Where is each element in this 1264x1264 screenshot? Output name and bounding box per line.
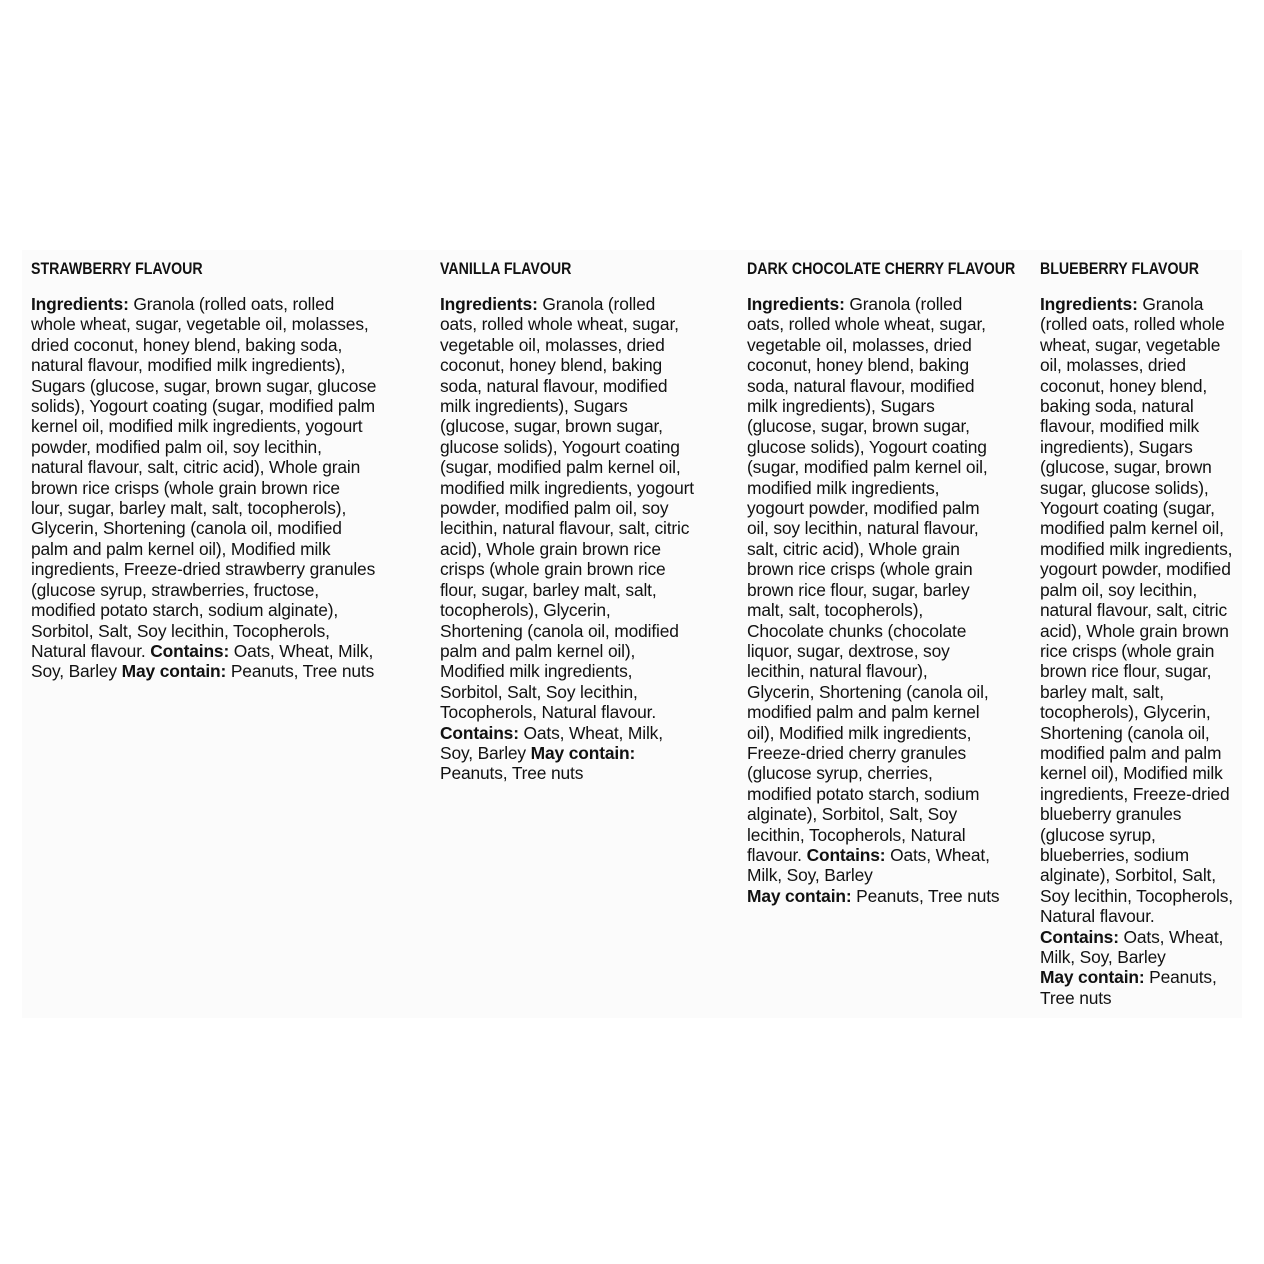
ingredients-line: ingredients, Freeze-dried strawberry granules [31,559,376,580]
ingredients-line: Ingredients: Granola (rolled oats, rolled [31,294,335,314]
ingredients-line: Shortening (canola oil, [1040,722,1210,743]
ingredients-line: soda, natural flavour, modified [747,375,975,396]
ingredients-line: acid), Whole grain brown [1040,620,1229,641]
ingredients-line: Contains: Oats, Wheat, Milk, [440,722,663,743]
ingredients-line: malt, salt, tocopherols), [747,600,924,621]
ingredients-line: liquor, sugar, dextrose, soy [747,640,950,661]
ingredients-line: sugar, glucose solids), [1040,477,1209,498]
ingredients-line: Chocolate chunks (chocolate [747,620,967,641]
ingredients-line: modified milk ingredients, [747,477,940,498]
ingredients-line: (rolled oats, rolled whole [1040,314,1225,335]
ingredients-line: brown rice crisps (whole grain brown rice [31,477,340,498]
ingredients-line: solids), Yogourt coating (sugar, modified palm [31,396,376,417]
column-title: STRAWBERRY FLAVOUR [31,260,203,278]
ingredients-line: acid), Whole grain brown rice [440,538,661,559]
ingredients-line: coconut, honey blend, baking [747,355,970,376]
ingredients-line: oats, rolled whole wheat, sugar, [440,314,679,335]
ingredients-line: brown rice flour, sugar, barley [747,579,970,600]
ingredients-line: Yogourt coating (sugar, [1040,498,1215,519]
column-title: VANILLA FLAVOUR [440,260,572,278]
ingredients-line: brown rice flour, sugar, [1040,661,1212,682]
ingredients-line: oil, molasses, dried [1040,355,1186,376]
ingredients-line: brown rice crisps (whole grain [747,559,973,580]
ingredients-line: yogourt powder, modified [1040,559,1231,580]
ingredients-line: milk ingredients), Sugars [747,396,935,417]
ingredients-line: salt, citric acid), Whole grain [747,538,960,559]
ingredients-line: (glucose syrup, cherries, [747,763,933,784]
ingredients-line: coconut, honey blend, [1040,375,1208,396]
ingredients-line: (glucose syrup, [1040,824,1156,845]
ingredients-line: Tree nuts [1040,987,1112,1008]
ingredients-line: glucose solids), Yogourt coating [440,436,680,457]
ingredients-line: Ingredients: Granola (rolled [440,294,656,314]
ingredients-line: natural flavour, salt, citric acid), Whole grain [31,457,361,478]
column-title: BLUEBERRY FLAVOUR [1040,260,1199,278]
ingredients-line: modified potato starch, sodium alginate), [31,600,339,621]
ingredients-line: Ingredients: Granola (rolled [747,294,963,314]
ingredients-line: lecithin, natural flavour, salt, citric [440,518,690,539]
ingredients-line: Tocopherols, Natural flavour. [440,702,657,723]
ingredients-line: baking soda, natural [1040,396,1194,417]
ingredients-line: tocopherols), Glycerin, [440,600,611,621]
ingredients-line: vegetable oil, molasses, dried [747,334,972,355]
ingredients-line: Milk, Soy, Barley [1040,947,1166,967]
ingredients-line: Soy, Barley May contain: [440,742,636,763]
ingredients-line: May contain: Peanuts, Tree nuts [747,885,1000,906]
ingredients-line: Modified milk ingredients, [440,661,633,682]
blueberry-column [1040,258,1233,1008]
ingredients-line: modified milk ingredients, [1040,538,1233,559]
ingredients-line: wheat, sugar, vegetable [1040,334,1221,355]
ingredients-line: blueberry granules [1040,804,1182,825]
ingredients-line: (sugar, modified palm kernel oil, [440,457,681,478]
ingredients-line: whole wheat, sugar, vegetable oil, molasses, [31,314,369,335]
ingredients-line: (glucose syrup, strawberries, fructose, [31,579,319,600]
ingredients-line: modified palm kernel oil, [1040,518,1224,539]
ingredients-line: modified milk ingredients, yogourt [440,477,694,498]
ingredients-line: yogourt powder, modified palm [747,498,980,519]
ingredients-line: glucose solids), Yogourt coating [747,436,987,457]
ingredients-line: vegetable oil, molasses, dried [440,334,665,355]
ingredients-line: (glucose, sugar, brown sugar, [440,416,663,437]
ingredients-line: rice crisps (whole grain [1040,640,1215,661]
strawberry-column [31,258,376,682]
ingredients-line: Ingredients: Granola [1040,294,1204,314]
ingredients-line: Sorbitol, Salt, Soy lecithin, [440,681,638,702]
ingredients-line: Sugars (glucose, sugar, brown sugar, glucose [31,375,377,396]
ingredients-line: palm oil, soy lecithin, [1040,579,1197,600]
dark-chocolate-cherry-column [747,258,1059,906]
ingredients-text [747,294,1059,906]
ingredients-line: natural flavour, modified milk ingredients), [31,355,346,376]
ingredients-line: flour, sugar, barley malt, salt, [440,579,657,600]
ingredients-text [440,294,694,784]
ingredients-line: oats, rolled whole wheat, sugar, [747,314,986,335]
ingredients-line: oil, soy lecithin, natural flavour, [747,518,979,539]
vanilla-column [440,258,694,784]
ingredients-text [1040,294,1233,1008]
ingredients-line: Freeze-dried cherry granules [747,742,967,763]
ingredients-line: Soy, Barley May contain: Peanuts, Tree nuts [31,661,375,682]
ingredients-line: Natural flavour. Contains: Oats, Wheat, Milk, [31,640,374,661]
ingredients-line: soda, natural flavour, modified [440,375,668,396]
ingredients-line: Milk, Soy, Barley [747,865,873,886]
ingredients-line: crisps (whole grain brown rice [440,559,666,580]
ingredients-line: dried coconut, honey blend, baking soda, [31,334,343,355]
ingredients-line: blueberries, sodium [1040,844,1189,865]
ingredients-line: (glucose, sugar, brown [1040,457,1212,478]
ingredients-line: natural flavour, salt, citric [1040,600,1228,621]
ingredients-line: Sorbitol, Salt, Soy lecithin, Tocopherols, [31,620,330,641]
ingredients-line: palm and palm kernel oil), [440,640,636,661]
ingredients-line: Soy lecithin, Tocopherols, [1040,885,1233,906]
ingredients-line: Peanuts, Tree nuts [440,763,584,784]
ingredients-line: palm and palm kernel oil), Modified milk [31,538,331,559]
ingredients-line: May contain: Peanuts, [1040,967,1217,988]
ingredients-line: lecithin, natural flavour), [747,661,928,682]
ingredients-line: oil), Modified milk ingredients, [747,722,972,743]
ingredients-line: barley malt, salt, [1040,681,1164,702]
ingredients-line: modified palm and palm [1040,742,1222,763]
ingredients-line: Shortening (canola oil, modified [440,620,679,641]
ingredients-line: (sugar, modified palm kernel oil, [747,457,988,478]
column-title: DARK CHOCOLATE CHERRY FLAVOUR [747,260,1016,278]
ingredients-line: Natural flavour. [1040,906,1155,927]
ingredients-line: alginate), Sorbitol, Salt, [1040,865,1216,886]
ingredients-line: Contains: Oats, Wheat, [1040,926,1224,947]
ingredients-line: coconut, honey blend, baking [440,355,663,376]
ingredients-line: lecithin, Tocopherols, Natural [747,824,966,845]
ingredients-line: Glycerin, Shortening (canola oil, [747,681,989,702]
ingredients-line: lour, sugar, barley malt, salt, tocopherols), [31,498,347,519]
ingredients-line: (glucose, sugar, brown sugar, [747,416,970,437]
ingredients-line: Glycerin, Shortening (canola oil, modified [31,518,342,539]
ingredients-line: flavour. Contains: Oats, Wheat, [747,844,990,865]
ingredients-line: flavour, modified milk [1040,416,1200,437]
ingredients-line: modified potato starch, sodium [747,783,980,804]
ingredients-line: powder, modified palm oil, soy lecithin, [31,436,322,457]
ingredients-line: alginate), Sorbitol, Salt, Soy [747,804,958,825]
ingredients-line: milk ingredients), Sugars [440,396,628,417]
ingredients-line: ingredients), Sugars [1040,436,1193,457]
ingredients-line: modified palm and palm kernel [747,702,980,723]
ingredients-line: ingredients, Freeze-dried [1040,783,1230,804]
ingredients-line: powder, modified palm oil, soy [440,498,669,519]
ingredients-line: kernel oil), Modified milk [1040,763,1223,784]
ingredients-line: tocopherols), Glycerin, [1040,702,1211,723]
ingredients-line: kernel oil, modified milk ingredients, yogourt [31,416,363,437]
ingredients-text [31,294,376,682]
